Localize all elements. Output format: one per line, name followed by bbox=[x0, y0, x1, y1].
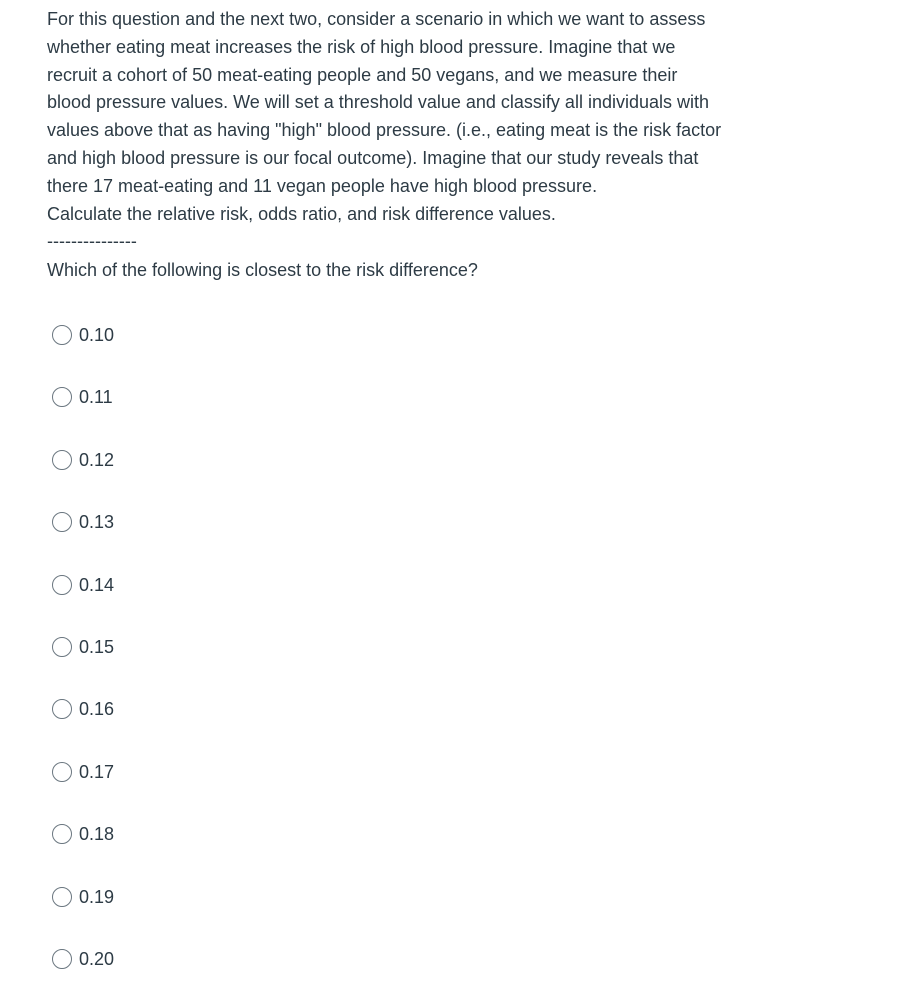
radio-button[interactable] bbox=[52, 762, 72, 782]
answer-list bbox=[50, 322, 114, 1008]
question-prompt bbox=[47, 6, 787, 256]
prompt-line: recruit a cohort of 50 meat-eating people and 50 vegans, and we measure their bbox=[47, 64, 678, 85]
answer-option[interactable] bbox=[50, 696, 114, 758]
answer-option[interactable] bbox=[50, 572, 114, 634]
radio-button[interactable] bbox=[52, 512, 72, 532]
prompt-line: Calculate the relative risk, odds ratio, and risk difference values. bbox=[47, 203, 556, 224]
radio-button[interactable] bbox=[52, 387, 72, 407]
radio-button[interactable] bbox=[52, 699, 72, 719]
answer-option[interactable] bbox=[50, 759, 114, 821]
radio-button[interactable] bbox=[52, 575, 72, 595]
answer-label[interactable]: 0.14 bbox=[79, 574, 115, 595]
question-ask: Which of the following is closest to the risk difference? bbox=[47, 260, 478, 280]
separator-line: --------------- bbox=[47, 231, 137, 252]
radio-button[interactable] bbox=[52, 325, 72, 345]
prompt-line: values above that as having "high" blood pressure. (i.e., eating meat is the risk factor bbox=[47, 120, 722, 141]
answer-option[interactable] bbox=[50, 946, 114, 1008]
answer-label[interactable]: 0.17 bbox=[79, 761, 115, 782]
answer-option[interactable] bbox=[50, 509, 114, 571]
answer-option[interactable] bbox=[50, 634, 114, 696]
answer-option[interactable] bbox=[50, 821, 114, 883]
prompt-line: For this question and the next two, consider a scenario in which we want to assess bbox=[47, 9, 706, 29]
answer-option[interactable] bbox=[50, 322, 114, 384]
answer-label[interactable]: 0.19 bbox=[79, 886, 115, 907]
prompt-line: blood pressure values. We will set a threshold value and classify all individuals with bbox=[47, 92, 710, 113]
answer-label[interactable]: 0.20 bbox=[79, 948, 115, 969]
answer-label[interactable]: 0.12 bbox=[79, 449, 115, 470]
answer-label[interactable]: 0.16 bbox=[79, 699, 115, 720]
radio-button[interactable] bbox=[52, 887, 72, 907]
radio-button[interactable] bbox=[52, 824, 72, 844]
answer-label[interactable]: 0.13 bbox=[79, 512, 115, 533]
radio-button[interactable] bbox=[52, 949, 72, 969]
radio-button[interactable] bbox=[52, 637, 72, 657]
answer-label[interactable]: 0.18 bbox=[79, 824, 115, 845]
answer-label[interactable]: 0.11 bbox=[79, 387, 113, 408]
answer-option[interactable] bbox=[50, 384, 114, 446]
answer-option[interactable] bbox=[50, 884, 114, 946]
answer-label[interactable]: 0.10 bbox=[79, 325, 115, 345]
prompt-line: and high blood pressure is our focal outcome). Imagine that our study reveals that bbox=[47, 147, 699, 168]
prompt-line: whether eating meat increases the risk of high blood pressure. Imagine that we bbox=[47, 36, 676, 57]
answer-option[interactable] bbox=[50, 447, 114, 509]
answer-label[interactable]: 0.15 bbox=[79, 636, 115, 657]
prompt-line: there 17 meat-eating and 11 vegan people have high blood pressure. bbox=[47, 175, 598, 196]
radio-button[interactable] bbox=[52, 450, 72, 470]
